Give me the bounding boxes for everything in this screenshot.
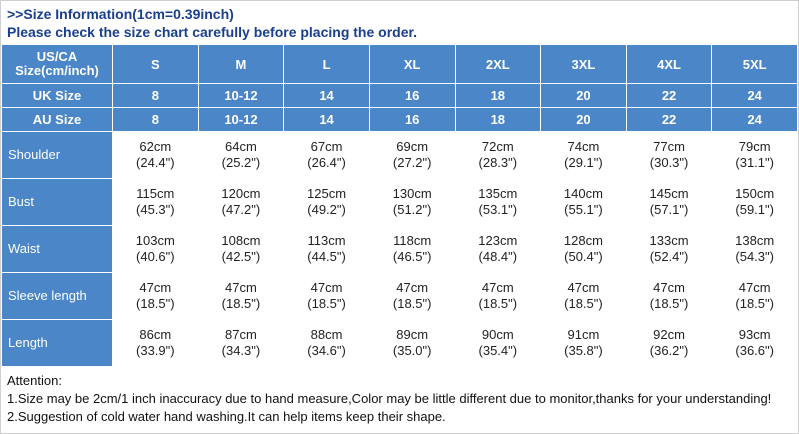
value-cm: 74cm xyxy=(567,139,600,154)
sleeve-length-2xl xyxy=(455,273,541,320)
value-cm: 64cm xyxy=(225,139,257,154)
length-l xyxy=(284,320,370,367)
bust-xl xyxy=(369,179,455,226)
value-cm: 140cm xyxy=(563,186,603,201)
value-cm: 47cm xyxy=(139,280,172,295)
value-cm: 69cm xyxy=(396,139,429,154)
value-cm: 67cm xyxy=(310,139,343,154)
value-inch: (45.3") xyxy=(136,202,175,217)
size-check-notice: Please check the size chart carefully before placing the order. xyxy=(7,24,418,40)
table-row xyxy=(2,320,798,367)
value-inch: (30.3") xyxy=(649,155,689,170)
value-inch: (18.5") xyxy=(564,296,603,311)
value-cm: 47cm xyxy=(653,280,685,295)
value-cm: 115cm xyxy=(136,186,175,201)
value-cm: 108cm xyxy=(221,233,261,248)
value-inch: (18.5") xyxy=(136,296,175,311)
value-inch: (36.6") xyxy=(735,343,774,358)
uk-size-3xl: 20 xyxy=(541,84,627,108)
value-inch: (35.4") xyxy=(478,343,518,358)
table-row xyxy=(2,273,798,320)
value-inch: (35.8") xyxy=(564,343,603,358)
shoulder-m xyxy=(198,132,284,179)
value-cm: 77cm xyxy=(653,139,685,154)
value-cm: 62cm xyxy=(139,139,172,154)
value-inch: (34.3") xyxy=(221,343,261,358)
value-inch: (46.5") xyxy=(392,249,432,264)
value-cm: 128cm xyxy=(563,233,603,248)
value-cm: 150cm xyxy=(735,186,775,201)
value-inch: (34.6") xyxy=(307,343,346,358)
value-cm: 138cm xyxy=(735,233,775,248)
bust-l xyxy=(284,179,370,226)
value-inch: (57.1") xyxy=(649,202,689,217)
value-inch: (18.5") xyxy=(649,296,689,311)
value-inch: (18.5") xyxy=(735,296,774,311)
uk-size-2xl: 18 xyxy=(455,84,541,108)
value-inch: (28.3") xyxy=(478,155,518,170)
bust-4xl xyxy=(626,179,712,226)
value-inch: (18.5") xyxy=(307,296,346,311)
size-information-title: >>Size Information(1cm=0.39inch) xyxy=(7,6,234,22)
uk-size-xl: 16 xyxy=(369,84,455,108)
value-inch: (59.1") xyxy=(735,202,774,217)
value-cm: 47cm xyxy=(310,280,343,295)
shoulder-3xl xyxy=(541,132,627,179)
au-size-s: 8 xyxy=(113,108,199,132)
shoulder-xl xyxy=(369,132,455,179)
value-cm: 135cm xyxy=(478,186,518,201)
value-inch: (35.0") xyxy=(392,343,432,358)
au-size-5xl: 24 xyxy=(712,108,798,132)
value-cm: 47cm xyxy=(738,280,771,295)
measurement-label-bust: Bust xyxy=(2,179,113,226)
uk-size-4xl: 22 xyxy=(626,84,712,108)
bust-s xyxy=(113,179,199,226)
waist-l xyxy=(284,226,370,273)
value-cm: 47cm xyxy=(225,280,257,295)
uk-size-l: 14 xyxy=(284,84,370,108)
value-inch: (52.4") xyxy=(649,249,689,264)
value-inch: (54.3") xyxy=(735,249,774,264)
waist-4xl xyxy=(626,226,712,273)
column-header-m: M xyxy=(198,45,284,84)
sleeve-length-5xl xyxy=(712,273,798,320)
waist-s xyxy=(113,226,199,273)
value-inch: (33.9") xyxy=(136,343,175,358)
value-inch: (40.6") xyxy=(136,249,175,264)
value-cm: 120cm xyxy=(221,186,261,201)
au-size-label: AU Size xyxy=(2,108,113,132)
measurement-label-sleeve-length: Sleeve length xyxy=(2,273,113,320)
table-header-row xyxy=(2,45,798,84)
length-2xl xyxy=(455,320,541,367)
value-inch: (48.4") xyxy=(478,249,518,264)
value-cm: 93cm xyxy=(738,327,771,342)
uk-size-row xyxy=(2,84,798,108)
length-xl xyxy=(369,320,455,367)
value-inch: (29.1") xyxy=(564,155,603,170)
measurement-label-waist: Waist xyxy=(2,226,113,273)
value-inch: (26.4") xyxy=(307,155,346,170)
bust-5xl xyxy=(712,179,798,226)
length-3xl xyxy=(541,320,627,367)
au-size-2xl: 18 xyxy=(455,108,541,132)
attention-notes xyxy=(1,367,798,426)
sleeve-length-s xyxy=(113,273,199,320)
table-row xyxy=(2,179,798,226)
value-cm: 72cm xyxy=(481,139,514,154)
value-inch: (31.1") xyxy=(735,155,774,170)
value-inch: (51.2") xyxy=(392,202,432,217)
value-cm: 47cm xyxy=(481,280,514,295)
length-m xyxy=(198,320,284,367)
shoulder-5xl xyxy=(712,132,798,179)
measurement-label-length: Length xyxy=(2,320,113,367)
waist-xl xyxy=(369,226,455,273)
column-header-xl: XL xyxy=(369,45,455,84)
au-size-4xl: 22 xyxy=(626,108,712,132)
waist-5xl xyxy=(712,226,798,273)
value-cm: 47cm xyxy=(396,280,429,295)
value-cm: 91cm xyxy=(567,327,600,342)
value-cm: 125cm xyxy=(307,186,347,201)
uk-size-s: 8 xyxy=(113,84,199,108)
sleeve-length-m xyxy=(198,273,284,320)
row-label-header xyxy=(2,45,113,84)
au-size-row xyxy=(2,108,798,132)
value-inch: (27.2") xyxy=(392,155,432,170)
au-size-3xl: 20 xyxy=(541,108,627,132)
sleeve-length-4xl xyxy=(626,273,712,320)
value-cm: 79cm xyxy=(738,139,771,154)
column-header-l: L xyxy=(284,45,370,84)
table-row xyxy=(2,132,798,179)
attention-note-2: 2.Suggestion of cold water hand washing.It can help items keep their shape. xyxy=(7,409,446,424)
shoulder-2xl xyxy=(455,132,541,179)
attention-title: Attention: xyxy=(7,373,62,388)
value-inch: (50.4") xyxy=(564,249,603,264)
value-inch: (18.5") xyxy=(478,296,518,311)
au-size-xl: 16 xyxy=(369,108,455,132)
value-cm: 86cm xyxy=(139,327,172,342)
value-inch: (25.2") xyxy=(221,155,261,170)
bust-m xyxy=(198,179,284,226)
waist-2xl xyxy=(455,226,541,273)
column-header-3xl: 3XL xyxy=(541,45,627,84)
attention-note-1: 1.Size may be 2cm/1 inch inaccuracy due to hand measure,Color may be little different due to monitor,thanks for your understanding! xyxy=(7,391,772,406)
value-cm: 90cm xyxy=(481,327,514,342)
column-header-4xl: 4XL xyxy=(626,45,712,84)
uk-size-label: UK Size xyxy=(2,84,113,108)
shoulder-4xl xyxy=(626,132,712,179)
value-cm: 47cm xyxy=(567,280,600,295)
value-inch: (53.1") xyxy=(478,202,518,217)
au-size-m: 10-12 xyxy=(198,108,284,132)
value-cm: 89cm xyxy=(396,327,429,342)
size-chart-table xyxy=(1,44,798,367)
value-cm: 88cm xyxy=(310,327,343,342)
au-size-l: 14 xyxy=(284,108,370,132)
length-5xl xyxy=(712,320,798,367)
column-header-2xl: 2XL xyxy=(455,45,541,84)
value-cm: 133cm xyxy=(649,233,689,248)
value-cm: 87cm xyxy=(225,327,257,342)
value-inch: (18.5") xyxy=(221,296,261,311)
sleeve-length-xl xyxy=(369,273,455,320)
uk-size-m: 10-12 xyxy=(198,84,284,108)
value-cm: 118cm xyxy=(393,233,432,248)
value-cm: 145cm xyxy=(649,186,689,201)
bust-2xl xyxy=(455,179,541,226)
length-4xl xyxy=(626,320,712,367)
sleeve-length-3xl xyxy=(541,273,627,320)
value-inch: (42.5") xyxy=(221,249,261,264)
waist-3xl xyxy=(541,226,627,273)
value-inch: (49.2") xyxy=(307,202,346,217)
value-inch: (55.1") xyxy=(564,202,603,217)
row-label-header-line1: US/CA xyxy=(36,49,78,64)
header-block xyxy=(1,1,798,41)
value-cm: 123cm xyxy=(478,233,518,248)
waist-m xyxy=(198,226,284,273)
value-inch: (24.4") xyxy=(136,155,175,170)
value-inch: (44.5") xyxy=(307,249,346,264)
shoulder-l xyxy=(284,132,370,179)
measurement-label-shoulder: Shoulder xyxy=(2,132,113,179)
value-cm: 92cm xyxy=(653,327,685,342)
value-cm: 130cm xyxy=(392,186,432,201)
shoulder-s xyxy=(113,132,199,179)
bust-3xl xyxy=(541,179,627,226)
value-cm: 103cm xyxy=(135,233,175,248)
column-header-5xl: 5XL xyxy=(712,45,798,84)
value-cm: 113cm xyxy=(307,233,346,248)
value-inch: (36.2") xyxy=(649,343,689,358)
row-label-header-line2: Size(cm/inch) xyxy=(15,63,99,78)
uk-size-5xl: 24 xyxy=(712,84,798,108)
value-inch: (18.5") xyxy=(392,296,432,311)
sleeve-length-l xyxy=(284,273,370,320)
table-row xyxy=(2,226,798,273)
length-s xyxy=(113,320,199,367)
column-header-s: S xyxy=(113,45,199,84)
value-inch: (47.2") xyxy=(221,202,261,217)
